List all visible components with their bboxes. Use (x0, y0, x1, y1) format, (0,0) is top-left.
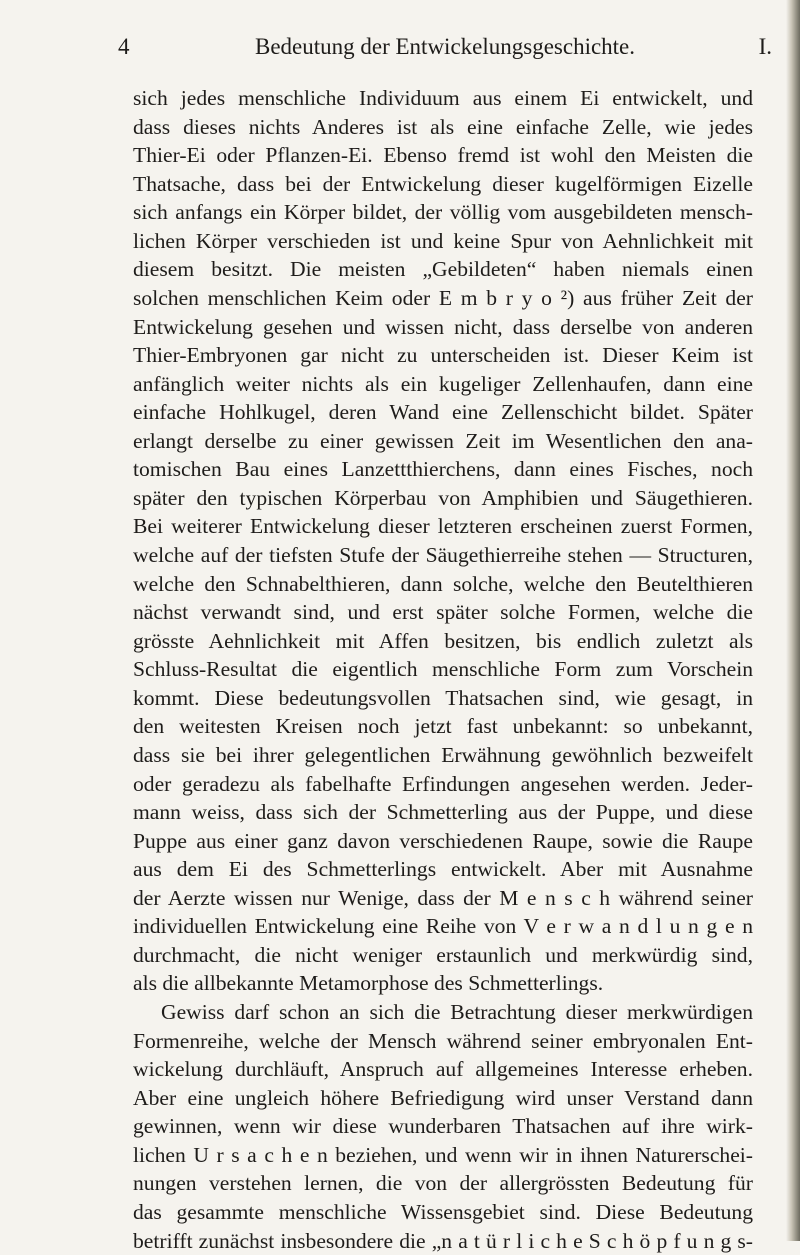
text-line: lichen U r s a c h e n beziehen, und wenn wir in ihnen Naturerschei- (133, 1141, 753, 1170)
text-line: sich anfangs ein Körper bildet, der völlig vom ausgebildeten mensch- (133, 198, 753, 227)
text-line: Entwickelung gesehen und wissen nicht, dass derselbe von anderen (133, 313, 753, 342)
text-line: als die allbekannte Metamorphose des Schmetterlings. (133, 969, 753, 998)
body-text (133, 84, 753, 1255)
text-line: tomischen Bau eines Lanzettthierchens, dann eines Fisches, noch (133, 455, 753, 484)
text-line: dass dieses nichts Anderes ist als eine einfache Zelle, wie jedes (133, 113, 753, 142)
text-line: Schluss-Resultat die eigentlich menschliche Form zum Vorschein (133, 655, 753, 684)
text-line: Aber eine ungleich höhere Befriedigung wird unser Verstand dann (133, 1084, 753, 1113)
text-line: diesem besitzt. Die meisten „Gebildeten“ haben niemals einen (133, 255, 753, 284)
text-line: gewinnen, wenn wir diese wunderbaren Thatsachen auf ihre wirk- (133, 1112, 753, 1141)
text-line: Thatsache, dass bei der Entwickelung dieser kugelförmigen Eizelle (133, 170, 753, 199)
text-line: der Aerzte wissen nur Wenige, dass der M e n s c h während seiner (133, 884, 753, 913)
page-edge-shadow (786, 0, 800, 1241)
running-header (118, 34, 772, 64)
text-line: Thier-Embryonen gar nicht zu unterscheiden ist. Dieser Keim ist (133, 341, 753, 370)
text-line: aus dem Ei des Schmetterlings entwickelt. Aber mit Ausnahme (133, 855, 753, 884)
text-line: erlangt derselbe zu einer gewissen Zeit im Wesentlichen den ana- (133, 427, 753, 456)
text-line: das gesammte menschliche Wissensgebiet sind. Diese Bedeutung (133, 1198, 753, 1227)
text-line: kommt. Diese bedeutungsvollen Thatsachen sind, wie gesagt, in (133, 684, 753, 713)
text-line: wickelung durchläuft, Anspruch auf allgemeines Interesse erheben. (133, 1055, 753, 1084)
text-line: welche den Schnabelthieren, dann solche, welche den Beutelthieren (133, 570, 753, 599)
page-number: 4 (118, 34, 130, 60)
text-line: sich jedes menschliche Individuum aus einem Ei entwickelt, und (133, 84, 753, 113)
text-line: dass sie bei ihrer gelegentlichen Erwähnung gewöhnlich bezweifelt (133, 741, 753, 770)
text-line: Formenreihe, welche der Mensch während seiner embryonalen Ent- (133, 1027, 753, 1056)
text-line: oder geradezu als fabelhafte Erfindungen angesehen werden. Jeder- (133, 770, 753, 799)
running-title: Bedeutung der Entwickelungsgeschichte. (118, 34, 772, 60)
text-line: nungen verstehen lernen, die von der allergrössten Bedeutung für (133, 1169, 753, 1198)
text-line: später den typischen Körperbau von Amphibien und Säugethieren. (133, 484, 753, 513)
text-line: lichen Körper verschieden ist und keine Spur von Aehnlichkeit mit (133, 227, 753, 256)
text-line: welche auf der tiefsten Stufe der Säugethierreihe stehen — Structuren, (133, 541, 753, 570)
text-line: durchmacht, die nicht weniger erstaunlich und merkwürdig sind, (133, 941, 753, 970)
text-line: betrifft zunächst insbesondere die „n a t ü r l i c h e S c h ö p f u n g s- (133, 1227, 753, 1255)
text-line: individuellen Entwickelung eine Reihe von V e r w a n d l u n g e n (133, 912, 753, 941)
text-line: Bei weiterer Entwickelung dieser letzteren erscheinen zuerst Formen, (133, 512, 753, 541)
text-line: Thier-Ei oder Pflanzen-Ei. Ebenso fremd ist wohl den Meisten die (133, 141, 753, 170)
text-line: einfache Hohlkugel, deren Wand eine Zellenschicht bildet. Später (133, 398, 753, 427)
text-line: den weitesten Kreisen noch jetzt fast unbekannt: so unbekannt, (133, 712, 753, 741)
text-line: mann weiss, dass sich der Schmetterling aus der Puppe, und diese (133, 798, 753, 827)
text-line: nächst verwandt sind, und erst später solche Formen, welche die (133, 598, 753, 627)
text-line: solchen menschlichen Keim oder E m b r y o ²) aus früher Zeit der (133, 284, 753, 313)
text-line: grösste Aehnlichkeit mit Affen besitzen, bis endlich zuletzt als (133, 627, 753, 656)
chapter-number: I. (759, 34, 772, 60)
text-line: anfänglich weiter nichts als ein kugeliger Zellenhaufen, dann eine (133, 370, 753, 399)
text-line: Puppe aus einer ganz davon verschiedenen Raupe, sowie die Raupe (133, 827, 753, 856)
text-line: Gewiss darf schon an sich die Betrachtung dieser merkwürdigen (133, 998, 753, 1027)
